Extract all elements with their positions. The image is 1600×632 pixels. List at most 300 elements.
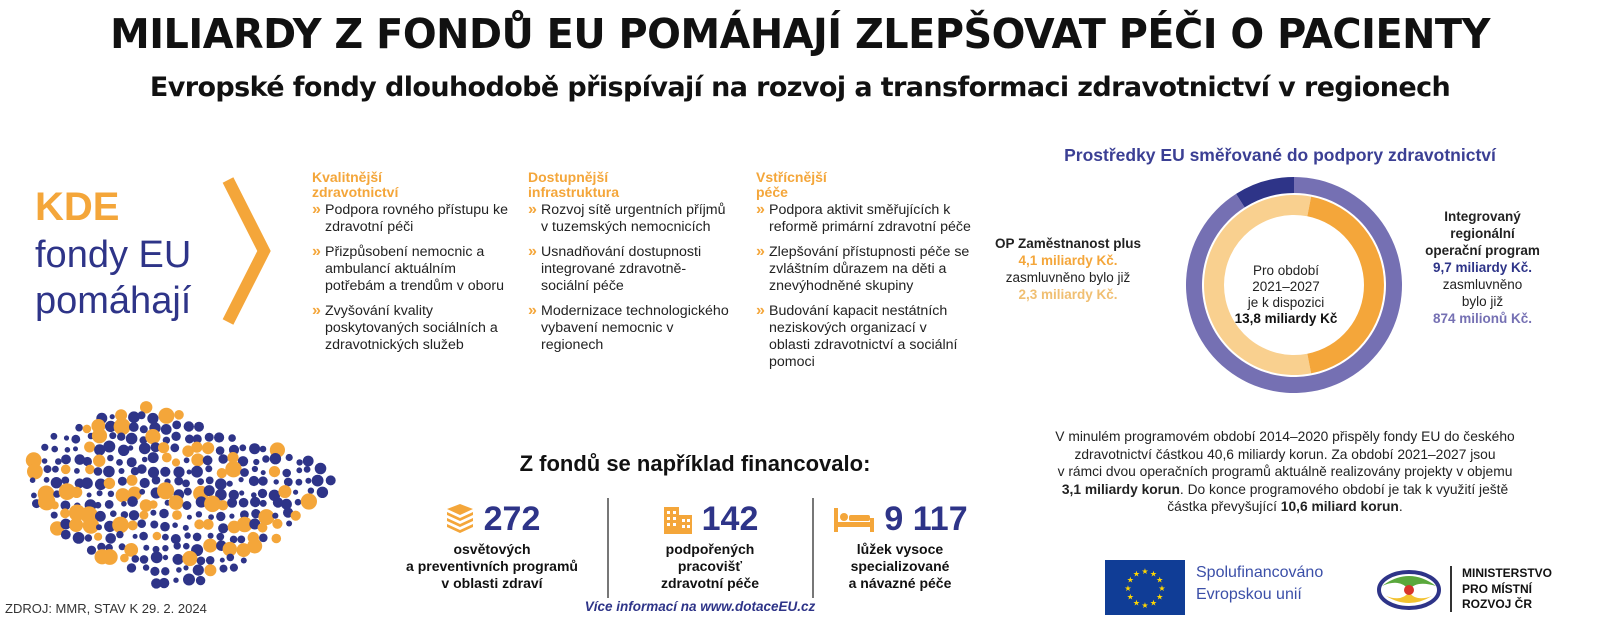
cofin-line: Spolufinancováno — [1196, 564, 1324, 581]
map-dot — [205, 465, 212, 472]
map-dot — [218, 454, 228, 464]
map-dot — [249, 476, 259, 486]
map-dot — [182, 480, 190, 488]
logo-divider — [1450, 566, 1452, 612]
map-dot — [110, 414, 115, 419]
kde-line-1: fondy EU — [35, 234, 192, 276]
map-dot — [227, 481, 233, 487]
map-dot — [147, 413, 158, 424]
map-dot — [65, 447, 71, 453]
map-dot — [149, 500, 158, 509]
map-dot — [317, 487, 328, 498]
map-dot — [105, 533, 116, 544]
map-dot — [293, 490, 298, 495]
map-dot — [228, 434, 236, 442]
star-icon: ★ — [1141, 567, 1149, 576]
column-heading: Vstřícnější péče — [756, 169, 827, 200]
list-item: » Rozvoj sítě urgentních příjmů v tuzemských nemocnicích — [528, 202, 733, 236]
map-dot — [85, 465, 95, 475]
stat-workplaces — [620, 500, 800, 592]
map-dot — [308, 488, 314, 494]
map-dot — [176, 567, 182, 573]
map-dot — [44, 465, 52, 473]
map-dot — [258, 523, 268, 533]
star-icon: ★ — [1132, 598, 1141, 608]
map-dot — [120, 554, 129, 563]
map-dot — [326, 475, 336, 485]
map-dot — [126, 433, 138, 445]
map-dot — [216, 533, 224, 541]
map-dot — [240, 468, 249, 477]
stat-label: podpořených — [665, 541, 755, 557]
map-dot — [261, 470, 266, 475]
map-dot — [272, 519, 282, 529]
map-dot — [258, 489, 267, 498]
map-dot — [152, 476, 161, 485]
map-dot — [140, 425, 148, 433]
map-dot — [184, 488, 192, 496]
map-dot — [174, 477, 183, 486]
map-dot — [108, 491, 114, 497]
map-dot — [172, 458, 180, 466]
map-dot — [127, 563, 136, 572]
map-dot — [139, 532, 148, 541]
map-dot — [69, 518, 83, 532]
stat-value: 272 — [483, 500, 541, 538]
eu-stars-icon — [1105, 560, 1185, 615]
map-dot — [142, 457, 148, 463]
map-dot — [262, 455, 269, 462]
stat-label: osvětových — [453, 541, 531, 557]
map-dot — [249, 443, 260, 454]
list-item: » Podpora rovného přístupu ke zdravotní péči — [312, 202, 517, 236]
building-icon — [662, 503, 694, 535]
list-item: » Podpora aktivit směřujících k reformě primární zdravotní péče — [756, 202, 971, 236]
map-dot — [140, 478, 150, 488]
map-dot — [55, 458, 62, 465]
map-dot — [117, 433, 125, 441]
summary-line: zdravotnictví částkou 40,6 miliardy korun. Za období 2021–2027 jsou — [1074, 446, 1496, 462]
map-dot — [174, 542, 181, 549]
map-dot — [116, 531, 123, 538]
map-dot — [270, 453, 281, 464]
star-icon: ★ — [1158, 584, 1166, 593]
map-dot — [204, 485, 215, 496]
map-dot — [258, 509, 274, 525]
map-dot — [153, 532, 162, 541]
map-dot — [139, 489, 145, 495]
map-dot — [61, 477, 69, 485]
map-dot — [172, 421, 181, 430]
map-dot — [230, 564, 238, 572]
series-contracted-label: zasmluvněno bylo již — [1005, 270, 1131, 285]
map-dot — [269, 466, 280, 477]
map-dot — [183, 565, 188, 570]
label-op-zamestnanost — [975, 235, 1161, 303]
center-line: Pro období — [1252, 263, 1320, 278]
map-dot — [160, 522, 170, 532]
map-dot — [129, 422, 139, 432]
map-dot — [107, 455, 114, 462]
series-name: regionální — [1450, 226, 1515, 241]
kde-subtext — [35, 232, 191, 324]
series-contracted-label: bylo již — [1461, 294, 1504, 309]
map-dot — [229, 514, 234, 519]
stat-label: lůžek vysoce — [856, 541, 944, 557]
kde-line-2: pomáhají — [35, 280, 192, 322]
map-dot — [208, 533, 214, 539]
cofin-line: Evropskou unií — [1196, 586, 1302, 603]
cofinanced-text — [1196, 562, 1323, 606]
map-dot — [163, 555, 168, 560]
map-dot — [173, 467, 184, 478]
map-dot — [184, 457, 190, 463]
series-name: OP Zaměstnanost plus — [994, 236, 1142, 251]
map-dot — [145, 429, 160, 444]
map-dot — [182, 551, 197, 566]
map-dot — [260, 446, 267, 453]
map-dot — [274, 479, 279, 484]
map-dot — [127, 457, 137, 467]
list-item: » Budování kapacit nestátních neziskových organizací v oblasti zdravotnictví a sociální pomoci — [756, 303, 971, 371]
chevron-right-icon — [222, 176, 272, 326]
map-dot — [162, 453, 172, 463]
mmr-line: ROZVOJ ČR — [1462, 597, 1533, 611]
map-dot — [42, 458, 48, 464]
stat-programs — [392, 500, 592, 592]
map-dot — [216, 446, 225, 455]
map-dot — [173, 578, 178, 583]
map-dot — [110, 510, 117, 517]
center-total: 13,8 miliardy Kč — [1234, 311, 1338, 326]
map-dot — [304, 466, 311, 473]
map-dot — [30, 477, 36, 483]
map-dot — [92, 428, 107, 443]
stats-heading: Z fondů se například financovalo: — [519, 451, 871, 476]
map-dot — [215, 478, 227, 490]
map-dot — [102, 549, 118, 565]
map-dot — [93, 455, 105, 467]
map-dot — [140, 555, 149, 564]
series-contracted-value: 2,3 miliardy Kč. — [1018, 287, 1118, 302]
map-dot — [143, 564, 149, 570]
map-dot — [84, 442, 95, 453]
map-dot — [121, 501, 127, 507]
map-dot — [51, 433, 58, 440]
map-dot — [74, 468, 80, 474]
map-dot — [203, 519, 214, 530]
map-dot — [183, 543, 190, 550]
star-icon: ★ — [1156, 592, 1164, 602]
map-dot — [137, 464, 147, 474]
map-dot — [196, 511, 202, 517]
list-item: » Modernizace technologického vybavení nemocnic v regionech — [528, 303, 733, 354]
series-name: operační program — [1425, 243, 1540, 258]
map-dot — [150, 521, 158, 529]
summary-highlight: 10,6 miliard korun — [1280, 499, 1399, 514]
map-dot — [61, 530, 71, 540]
map-dot — [303, 456, 314, 467]
map-dot — [109, 432, 116, 439]
map-dot — [170, 443, 179, 452]
map-dot — [183, 574, 195, 586]
star-icon: ★ — [1124, 584, 1132, 593]
map-dot — [237, 536, 245, 544]
map-dot — [71, 435, 80, 444]
map-dot — [51, 501, 59, 509]
map-dot — [51, 446, 58, 453]
star-icon: ★ — [1132, 569, 1141, 579]
map-dot — [51, 512, 58, 519]
map-dot — [239, 490, 244, 495]
star-icon: ★ — [1126, 592, 1134, 602]
donut-center-text — [1211, 263, 1361, 327]
map-dot — [202, 442, 214, 454]
map-dot — [150, 567, 159, 576]
summary-line: . Do konce programového období je tak k využití ještě — [1179, 481, 1509, 497]
map-dot — [184, 532, 190, 538]
series-amount: 9,7 miliardy Kč. — [1432, 260, 1533, 275]
series-contracted-value: 874 milionů Kč. — [1432, 311, 1533, 326]
map-dot — [295, 499, 302, 506]
map-dot — [253, 459, 259, 465]
map-dot — [61, 455, 71, 465]
stat-label: a preventivních programů — [406, 558, 578, 574]
map-dot — [128, 411, 140, 423]
map-dot — [137, 519, 146, 528]
map-dot — [139, 443, 151, 455]
star-icon: ★ — [1141, 601, 1149, 610]
stat-value: 9 117 — [884, 500, 968, 538]
map-dot — [247, 539, 262, 554]
map-dot — [259, 534, 268, 543]
map-dot — [272, 534, 282, 544]
map-dot — [260, 500, 267, 507]
stat-label: v oblasti zdraví — [441, 575, 543, 591]
map-dot — [239, 444, 246, 451]
map-dot — [205, 433, 214, 442]
map-dot — [296, 479, 303, 486]
map-dot — [286, 454, 293, 461]
map-dot — [105, 500, 114, 509]
map-dot — [85, 534, 92, 541]
series-name: Integrovaný — [1444, 209, 1521, 224]
map-dot — [227, 554, 235, 562]
map-dot — [139, 511, 148, 520]
map-dot — [197, 557, 206, 566]
map-dot — [218, 500, 228, 510]
map-dot — [118, 445, 129, 456]
mmr-line: MINISTERSTVO — [1462, 566, 1553, 580]
map-dot — [252, 466, 258, 472]
map-dot — [71, 487, 82, 498]
map-dot — [127, 475, 138, 486]
map-dot — [291, 511, 301, 521]
map-dot — [239, 477, 244, 482]
map-dot — [94, 467, 103, 476]
map-dot — [216, 512, 225, 521]
map-dot — [158, 442, 169, 453]
series-amount: 4,1 miliardy Kč. — [1018, 253, 1118, 268]
column-care — [756, 170, 971, 379]
map-dot — [161, 424, 172, 435]
map-dot — [174, 410, 184, 420]
chart-title: Prostředky EU směřované do podpory zdravotnictví — [1064, 145, 1496, 165]
star-icon: ★ — [1149, 569, 1158, 579]
stack-icon — [444, 504, 476, 534]
divider — [607, 498, 609, 598]
summary-text — [985, 428, 1585, 516]
stat-beds — [800, 500, 1000, 592]
map-dot — [191, 466, 203, 478]
map-dot — [312, 475, 324, 487]
more-info-link[interactable]: Více informací na www.dotaceEU.cz — [584, 599, 816, 614]
map-dot — [187, 515, 192, 520]
column-heading: Kvalitnější zdravotnictví — [312, 169, 399, 200]
map-dot — [162, 534, 169, 541]
map-dot — [206, 477, 214, 485]
map-dot — [197, 478, 204, 485]
map-dot — [169, 495, 184, 510]
map-dot — [133, 534, 138, 539]
mmr-logo-icon — [1376, 566, 1442, 612]
map-dot — [87, 546, 96, 555]
map-dot — [132, 555, 140, 563]
mmr-line: PRO MÍSTNÍ — [1462, 581, 1533, 596]
map-dot — [138, 411, 146, 419]
map-dot — [214, 432, 224, 442]
page-title: MILIARDY Z FONDŮ EU POMÁHAJÍ ZLEPŠOVAT PÉČI O PACIENTY — [110, 10, 1490, 58]
map-dot — [31, 493, 37, 499]
map-dot — [103, 441, 115, 453]
map-dot — [204, 564, 216, 576]
map-dot — [203, 455, 213, 465]
map-dot — [52, 466, 59, 473]
map-dot — [64, 435, 69, 440]
map-dot — [206, 556, 215, 565]
map-dot — [187, 470, 192, 475]
source-note: ZDROJ: MMR, STAV K 29. 2. 2024 — [5, 601, 207, 616]
map-dot — [112, 517, 129, 534]
map-dot — [159, 578, 169, 588]
map-dot — [95, 502, 102, 509]
map-dot — [73, 532, 85, 544]
map-dot — [41, 444, 48, 451]
czech-map-dots-icon — [15, 395, 345, 595]
label-irop — [1400, 208, 1565, 327]
map-dot — [127, 496, 138, 507]
map-dot — [97, 490, 103, 496]
map-dot — [162, 545, 168, 551]
map-dot — [150, 510, 156, 516]
map-dot — [160, 467, 170, 477]
map-dot — [282, 469, 291, 478]
map-dot — [284, 478, 293, 487]
map-dot — [158, 408, 174, 424]
map-dot — [296, 459, 302, 465]
stat-label: pracovišť — [677, 558, 743, 574]
map-dot — [286, 521, 292, 527]
star-icon: ★ — [1126, 575, 1134, 585]
stat-value: 142 — [701, 500, 759, 538]
map-dot — [239, 498, 249, 508]
map-dot — [96, 524, 102, 530]
map-dot — [194, 422, 204, 432]
map-dot — [173, 554, 184, 565]
map-dot — [203, 539, 217, 553]
map-dot — [250, 497, 260, 507]
map-dot — [116, 459, 123, 466]
eu-flag-icon — [1105, 560, 1185, 615]
map-dot — [241, 558, 247, 564]
map-dot — [171, 432, 180, 441]
map-dot — [27, 464, 43, 480]
map-dot — [75, 424, 83, 432]
map-dot — [129, 510, 139, 520]
map-dot — [61, 465, 71, 475]
stat-label: specializované — [850, 558, 950, 574]
map-dot — [182, 501, 191, 510]
map-dot — [94, 533, 102, 541]
star-icon: ★ — [1156, 575, 1164, 585]
map-dot — [258, 476, 267, 485]
series-contracted-label: zasmluvněno — [1442, 277, 1523, 292]
map-dot — [196, 576, 205, 585]
map-dot — [193, 565, 204, 576]
bed-icon — [832, 504, 876, 534]
stat-label: zdravotní péče — [660, 575, 760, 591]
map-dot — [184, 421, 194, 431]
mmr-name — [1462, 566, 1552, 613]
map-dot — [104, 478, 115, 489]
summary-line: částka převyšující — [1167, 499, 1281, 514]
page-subtitle: Evropské fondy dlouhodobě přispívají na rozvoj a transformaci zdravotnictví v regionech — [149, 72, 1451, 103]
map-dot — [87, 493, 92, 498]
center-line: 2021–2027 — [1252, 279, 1320, 294]
summary-line: . — [1398, 499, 1403, 514]
map-dot — [128, 445, 133, 450]
map-dot — [83, 425, 92, 434]
column-quality — [312, 170, 517, 362]
summary-line: v rámci dvou operačních programů aktuálně realizovány projekty v objemu — [1057, 464, 1513, 479]
map-dot — [161, 567, 169, 575]
column-infrastructure — [528, 170, 733, 362]
map-dot — [301, 493, 317, 509]
map-dot — [118, 477, 127, 486]
map-dot — [143, 545, 149, 551]
map-dot — [44, 477, 50, 483]
map-dot — [172, 522, 178, 528]
map-dot — [103, 466, 115, 478]
map-dot — [172, 510, 182, 520]
map-dot — [148, 452, 159, 463]
map-dot — [278, 485, 291, 498]
map-dot — [193, 533, 202, 542]
map-dot — [73, 446, 78, 451]
map-dot — [220, 565, 228, 573]
list-item: » Přizpůsobení nemocnic a ambulancí aktuálním potřebám a trendům v oboru — [312, 244, 517, 295]
kde-word: KDE — [35, 185, 120, 229]
map-dot — [81, 477, 93, 489]
map-dot — [151, 551, 163, 563]
column-heading: Dostupnější infrastruktura — [528, 169, 620, 200]
map-dot — [119, 468, 125, 474]
map-dot — [305, 478, 311, 484]
map-dot — [227, 498, 237, 508]
map-dot — [183, 525, 189, 531]
map-dot — [218, 523, 228, 533]
map-dot — [60, 508, 70, 518]
